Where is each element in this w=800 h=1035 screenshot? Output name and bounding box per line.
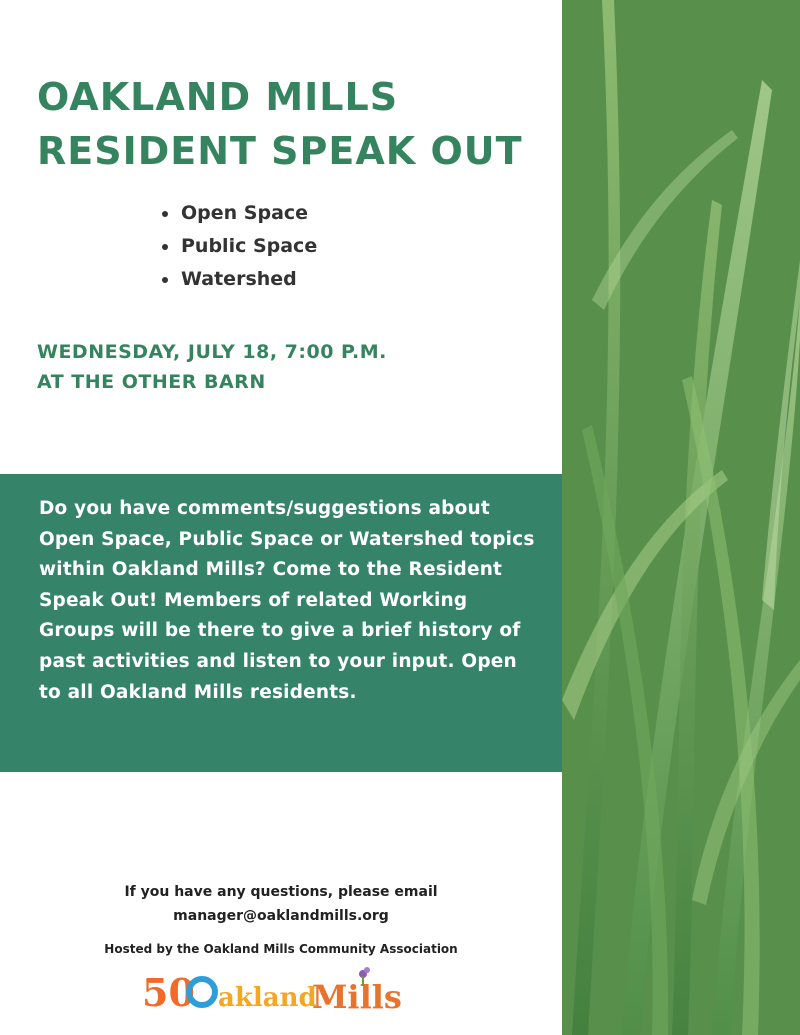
contact-info [0,880,562,928]
topic-item: Watershed [159,266,317,299]
logo-word-2: Mills [312,978,402,1016]
title-line-2: RESIDENT SPEAK OUT [37,129,523,173]
contact-email-link[interactable]: manager@oaklandmills.org [173,908,389,924]
event-description: Do you have comments/suggestions about Open Space, Public Space or Watershed topics within Oakland Mills? Come to the Resident Speak Out! Members of related Working Groups will be there to give a brief history of past activities and listen to your input. Open to all Oakland Mills residents. [39,498,535,703]
logo-number: 50 [142,970,195,1015]
grass-blades-icon [562,0,800,1035]
contact-text: If you have any questions, please email [124,884,438,900]
grass-photo [562,0,800,1035]
topic-item: Open Space [159,200,317,233]
logo-word-1: akland [218,983,317,1013]
page-title [37,70,557,178]
topic-item: Public Space [159,233,317,266]
event-location: AT THE OTHER BARN [37,371,266,393]
title-line-1: OAKLAND MILLS [37,75,399,119]
event-date-time: WEDNESDAY, JULY 18, 7:00 P.M. [37,341,387,363]
event-details [37,337,387,397]
oakland-mills-logo [140,962,420,1022]
hosted-by: Hosted by the Oakland Mills Community Association [104,942,458,956]
topic-list [159,200,317,299]
